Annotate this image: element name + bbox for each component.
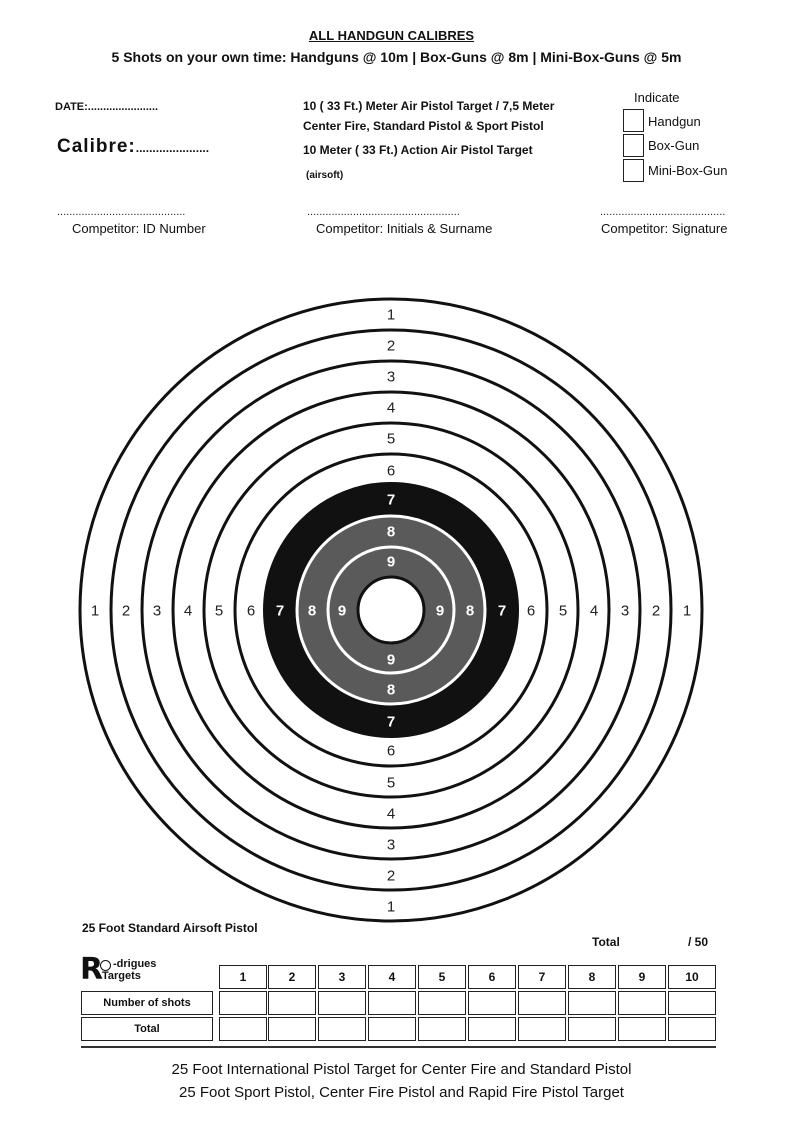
target-description-airsoft: (airsoft) — [306, 170, 344, 181]
ring-2-label-right: 2 — [651, 602, 661, 620]
shot-header-6: 6 — [468, 965, 516, 989]
mini-box-gun-label: Mini-Box-Gun — [648, 163, 728, 178]
ring-3-label-top: 3 — [386, 368, 396, 386]
ring-2-label-bottom: 2 — [386, 867, 396, 885]
shot-header-10: 10 — [668, 965, 716, 989]
id-number-label: Competitor: ID Number — [72, 221, 206, 236]
ring-9-label-top: 9 — [386, 553, 396, 571]
shot-header-4: 4 — [368, 965, 416, 989]
shots-cell-7[interactable] — [518, 991, 566, 1015]
shot-header-8: 8 — [568, 965, 616, 989]
ring-1-label-left: 1 — [90, 602, 100, 620]
shot-header-5: 5 — [418, 965, 466, 989]
shot-header-2: 2 — [268, 965, 316, 989]
ring-1-label-bottom: 1 — [386, 898, 396, 916]
ring-4-label-left: 4 — [183, 602, 193, 620]
total-cell-3[interactable] — [318, 1017, 366, 1041]
ring-6-label-top: 6 — [386, 462, 396, 480]
ring-3-label-right: 3 — [620, 602, 630, 620]
total-cell-4[interactable] — [368, 1017, 416, 1041]
total-cell-7[interactable] — [518, 1017, 566, 1041]
ring-9-label-left: 9 — [337, 602, 347, 620]
date-field[interactable]: DATE:....................... — [55, 101, 159, 113]
ring-4-label-right: 4 — [589, 602, 599, 620]
target-description-line-1: 10 ( 33 Ft.) Meter Air Pistol Target / 7,5 Meter — [303, 99, 555, 113]
id-number-line[interactable]: .......................................... — [57, 206, 186, 218]
ring-7-label-top: 7 — [386, 491, 396, 509]
shots-cell-3[interactable] — [318, 991, 366, 1015]
ring-1-label-right: 1 — [682, 602, 692, 620]
ring-6-label-left: 6 — [246, 602, 256, 620]
shot-header-3: 3 — [318, 965, 366, 989]
logo-text-line-2: Targets — [102, 970, 141, 982]
ring-5-label-top: 5 — [386, 430, 396, 448]
ring-2-label-left: 2 — [121, 602, 131, 620]
shots-cell-6[interactable] — [468, 991, 516, 1015]
total-cell-2[interactable] — [268, 1017, 316, 1041]
ring-8-label-right: 8 — [465, 602, 475, 620]
ring-4-label-bottom: 4 — [386, 805, 396, 823]
calibre-dots: ...................... — [135, 141, 210, 155]
row-label-number-of-shots: Number of shots — [81, 991, 213, 1015]
total-cell-5[interactable] — [418, 1017, 466, 1041]
logo-initial: R — [80, 952, 104, 987]
ring-8-label-top: 8 — [386, 523, 396, 541]
ring-5-label-left: 5 — [214, 602, 224, 620]
total-cell-1[interactable] — [219, 1017, 267, 1041]
ring-7-label-left: 7 — [275, 602, 285, 620]
logo-text-line-1: -drigues — [113, 958, 157, 970]
shots-cell-2[interactable] — [268, 991, 316, 1015]
total-out-of: / 50 — [688, 935, 709, 949]
total-label: Total — [592, 935, 620, 949]
footer-line-1: 25 Foot International Pistol Target for Center Fire and Standard Pistol — [171, 1061, 632, 1078]
handgun-label: Handgun — [648, 114, 701, 129]
ring-6-label-bottom: 6 — [386, 742, 396, 760]
ring-4-label-top: 4 — [386, 399, 396, 417]
initials-surname-line[interactable]: .................................................. — [307, 206, 460, 218]
shots-cell-8[interactable] — [568, 991, 616, 1015]
target-description-line-2: Center Fire, Standard Pistol & Sport Pistol — [303, 119, 544, 133]
total-cell-10[interactable] — [668, 1017, 716, 1041]
page-title: ALL HANDGUN CALIBRES — [308, 28, 475, 43]
shots-cell-9[interactable] — [618, 991, 666, 1015]
ring-1-label-top: 1 — [386, 306, 396, 324]
box-gun-label: Box-Gun — [648, 138, 700, 153]
shots-cell-4[interactable] — [368, 991, 416, 1015]
signature-line[interactable]: ......................................... — [600, 206, 726, 218]
ring-5-label-bottom: 5 — [386, 774, 396, 792]
ring-6-label-right: 6 — [526, 602, 536, 620]
ring-9-label-right: 9 — [435, 602, 445, 620]
ring-8-label-left: 8 — [307, 602, 317, 620]
bullseye — [358, 577, 424, 643]
target-description-line-3: 10 Meter ( 33 Ft.) Action Air Pistol Target — [303, 143, 533, 157]
signature-label: Competitor: Signature — [601, 221, 728, 236]
ring-5-label-right: 5 — [558, 602, 568, 620]
ring-2-label-top: 2 — [386, 337, 396, 355]
ring-7-label-right: 7 — [497, 602, 507, 620]
shot-header-7: 7 — [518, 965, 566, 989]
ring-8-label-bottom: 8 — [386, 681, 396, 699]
ring-3-label-left: 3 — [152, 602, 162, 620]
initials-surname-label: Competitor: Initials & Surname — [316, 221, 493, 236]
rodrigues-targets-logo — [80, 952, 175, 988]
shot-header-1: 1 — [219, 965, 267, 989]
row-label-total: Total — [81, 1017, 213, 1041]
indicate-label: Indicate — [634, 90, 680, 105]
shot-header-9: 9 — [618, 965, 666, 989]
scoring-subhead: 25 Foot Standard Airsoft Pistol — [82, 921, 258, 935]
shots-cell-1[interactable] — [219, 991, 267, 1015]
footer-line-2: 25 Foot Sport Pistol, Center Fire Pistol and Rapid Fire Pistol Target — [179, 1084, 624, 1101]
shots-cell-10[interactable] — [668, 991, 716, 1015]
ring-7-label-bottom: 7 — [386, 713, 396, 731]
total-cell-8[interactable] — [568, 1017, 616, 1041]
total-cell-9[interactable] — [618, 1017, 666, 1041]
calibre-label: Calibre: — [57, 136, 136, 157]
page-subtitle: 5 Shots on your own time: Handguns @ 10m | Box-Guns @ 8m | Mini-Box-Guns @ 5m — [111, 49, 682, 65]
ring-9-label-bottom: 9 — [386, 651, 396, 669]
footer-divider — [81, 1046, 716, 1048]
ring-3-label-bottom: 3 — [386, 836, 396, 854]
shots-cell-5[interactable] — [418, 991, 466, 1015]
total-cell-6[interactable] — [468, 1017, 516, 1041]
